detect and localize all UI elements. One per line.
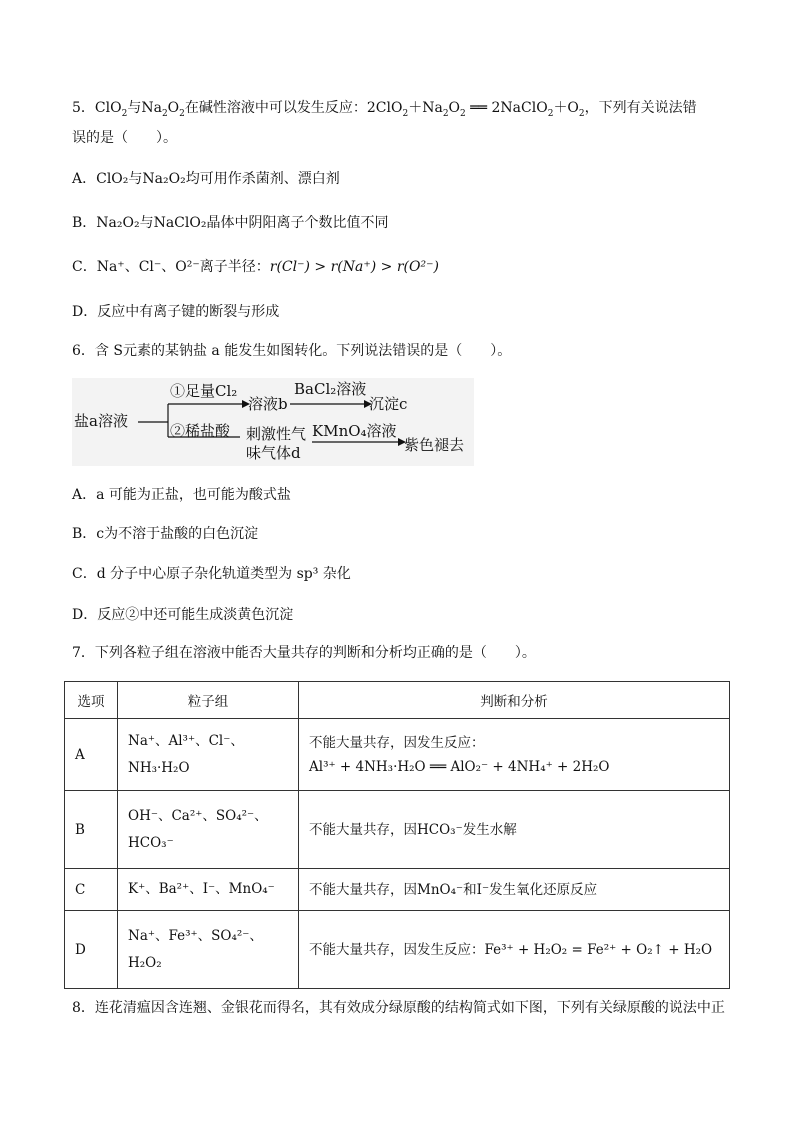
diagram-reagent-bacl2: BaCl₂溶液 <box>294 380 367 398</box>
diagram-start: 盐a溶液 <box>74 412 128 430</box>
header-ions: 粒子组 <box>118 682 299 719</box>
table-row <box>65 911 730 989</box>
header-option: 选项 <box>65 682 118 719</box>
row-option: B <box>65 791 118 869</box>
q7-stem: 7．下列各粒子组在溶液中能否大量共存的判断和分析均正确的是（ ）。 <box>72 645 536 661</box>
q7-table <box>64 681 730 989</box>
row-ions: K⁺、Ba²⁺、I⁻、MnO₄⁻ <box>118 869 299 911</box>
table-row <box>65 791 730 869</box>
q6-stem: 6．含 S元素的某钠盐 a 能发生如图转化。下列说法错误的是（ ）。 <box>72 343 512 359</box>
row-option: C <box>65 869 118 911</box>
q5-option-b: B．Na₂O₂与NaClO₂晶体中阴阳离子个数比值不同 <box>72 215 389 231</box>
table-header-row <box>65 682 730 719</box>
q6-flow-diagram <box>72 378 474 466</box>
q8-stem: 8．连花清瘟因含连翘、金银花而得名，其有效成分绿原酸的结构简式如下图，下列有关绿原酸的说法中正 <box>72 1000 725 1016</box>
diagram-step1: ①足量Cl₂ <box>170 382 238 400</box>
row-ions: Na⁺、Al³⁺、Cl⁻、 NH₃·H₂O <box>118 719 299 791</box>
diagram-product-c: 沉淀c <box>369 395 408 413</box>
row-analysis: 不能大量共存，因发生反应： Al³⁺ + 4NH₃·H₂O ══ AlO₂⁻ + 4NH₄⁺ + 2H₂O <box>299 719 730 791</box>
diagram-reagent-kmno4: KMnO₄溶液 <box>312 422 397 440</box>
row-analysis: 不能大量共存，因HCO₃⁻发生水解 <box>299 791 730 869</box>
table-row <box>65 719 730 791</box>
q6-option-d: D．反应②中还可能生成淡黄色沉淀 <box>72 607 294 623</box>
q5-option-a: A．ClO₂与Na₂O₂均可用作杀菌剂、漂白剂 <box>72 171 340 187</box>
diagram-step2: ②稀盐酸 <box>170 422 231 440</box>
q6-option-a: A．a 可能为正盐，也可能为酸式盐 <box>72 487 291 503</box>
q5-stem-line2: 误的是（ ）。 <box>72 130 177 146</box>
q6-option-c: C．d 分子中心原子杂化轨道类型为 sp³ 杂化 <box>72 566 351 582</box>
header-analysis: 判断和分析 <box>299 682 730 719</box>
row-ions: OH⁻、Ca²⁺、SO₄²⁻、 HCO₃⁻ <box>118 791 299 869</box>
q6-option-b: B．c为不溶于盐酸的白色沉淀 <box>72 526 259 542</box>
row-analysis: 不能大量共存，因发生反应：Fe³⁺ + H₂O₂ = Fe²⁺ + O₂↑ + H₂O <box>299 911 730 989</box>
diagram-product-b: 溶液b <box>248 395 288 413</box>
table-row <box>65 869 730 911</box>
row-option: D <box>65 911 118 989</box>
row-ions: Na⁺、Fe³⁺、SO₄²⁻、 H₂O₂ <box>118 911 299 989</box>
q5-option-c: C．Na⁺、Cl⁻、O²⁻离子半径：r(Cl⁻) > r(Na⁺) > r(O²⁻) <box>72 259 439 275</box>
diagram-product-d-1: 刺激性气 <box>246 425 307 443</box>
q5-stem-line1: 5．ClO$_2$与$Na_2O_2$在碱性溶液中可以发生反应：$2ClO_2+Na_2O_2$ ══ $2NaClO_2+O_2$，下列有关说法错 <box>72 100 697 119</box>
diagram-product-d-2: 味气体d <box>246 444 301 462</box>
row-option: A <box>65 719 118 791</box>
q5-option-d: D．反应中有离子键的断裂与形成 <box>72 304 280 320</box>
row-analysis: 不能大量共存，因MnO₄⁻和I⁻发生氧化还原反应 <box>299 869 730 911</box>
diagram-result: 紫色褪去 <box>404 436 465 454</box>
